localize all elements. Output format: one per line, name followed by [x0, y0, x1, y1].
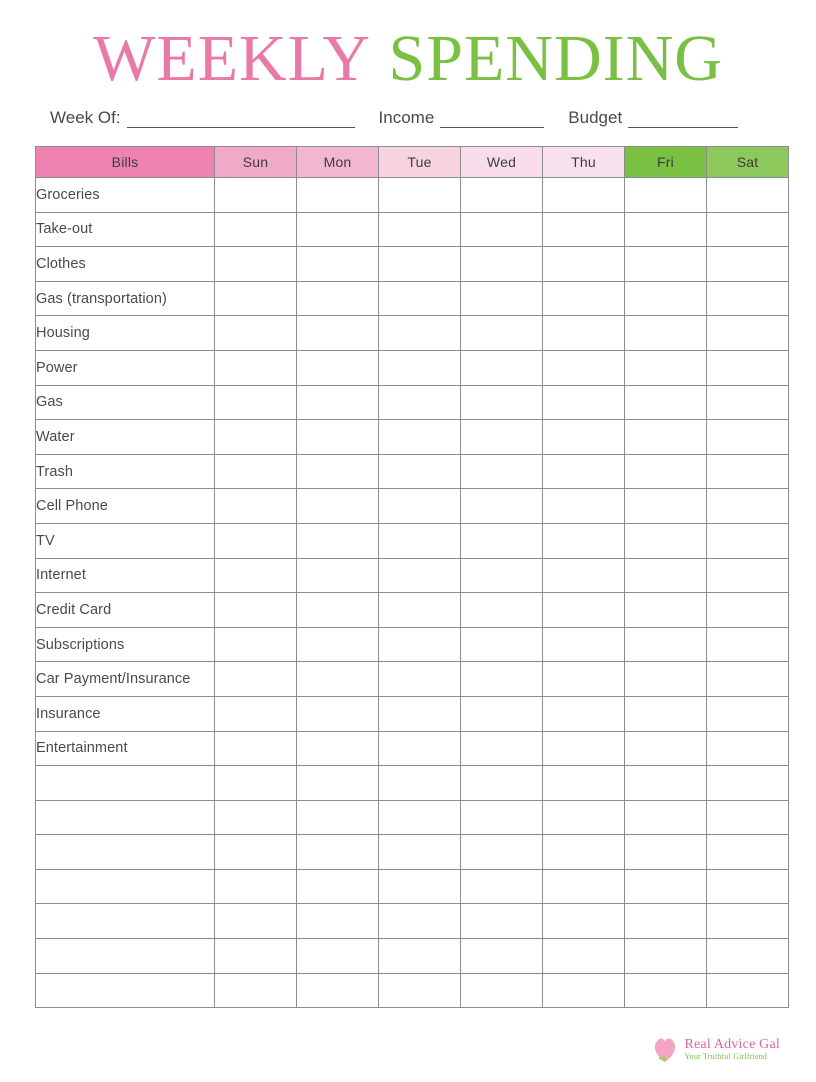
- amount-cell-sat[interactable]: [707, 350, 789, 385]
- amount-cell-sun[interactable]: [215, 766, 297, 801]
- amount-cell-wed[interactable]: [461, 696, 543, 731]
- amount-cell-tue[interactable]: [379, 973, 461, 1008]
- row-label-cell[interactable]: Credit Card: [36, 593, 215, 628]
- amount-cell-mon[interactable]: [297, 593, 379, 628]
- amount-cell-sat[interactable]: [707, 178, 789, 213]
- amount-cell-mon[interactable]: [297, 523, 379, 558]
- amount-cell-mon[interactable]: [297, 835, 379, 870]
- row-label-cell[interactable]: Subscriptions: [36, 627, 215, 662]
- amount-cell-sun[interactable]: [215, 835, 297, 870]
- amount-cell-wed[interactable]: [461, 904, 543, 939]
- amount-cell-sat[interactable]: [707, 766, 789, 801]
- amount-cell-sun[interactable]: [215, 281, 297, 316]
- amount-cell-fri[interactable]: [625, 212, 707, 247]
- row-label-cell[interactable]: Take-out: [36, 212, 215, 247]
- table-row: [36, 766, 789, 801]
- amount-cell-tue[interactable]: [379, 662, 461, 697]
- table-row: [36, 558, 789, 593]
- row-label-cell[interactable]: [36, 904, 215, 939]
- table-row: [36, 662, 789, 697]
- table-row: [36, 835, 789, 870]
- table-row: [36, 904, 789, 939]
- amount-cell-mon[interactable]: [297, 627, 379, 662]
- amount-cell-sat[interactable]: [707, 731, 789, 766]
- amount-cell-mon[interactable]: [297, 800, 379, 835]
- amount-cell-fri[interactable]: [625, 420, 707, 455]
- amount-cell-mon[interactable]: [297, 316, 379, 351]
- row-label-cell[interactable]: Clothes: [36, 247, 215, 282]
- amount-cell-wed[interactable]: [461, 973, 543, 1008]
- amount-cell-wed[interactable]: [461, 316, 543, 351]
- amount-cell-thu[interactable]: [543, 593, 625, 628]
- amount-cell-fri[interactable]: [625, 904, 707, 939]
- amount-cell-sun[interactable]: [215, 420, 297, 455]
- amount-cell-sun[interactable]: [215, 212, 297, 247]
- row-label-cell[interactable]: [36, 800, 215, 835]
- page-title: [32, 22, 784, 95]
- amount-cell-mon[interactable]: [297, 454, 379, 489]
- amount-cell-sun[interactable]: [215, 523, 297, 558]
- table-row: [36, 869, 789, 904]
- amount-cell-fri[interactable]: [625, 489, 707, 524]
- amount-cell-fri[interactable]: [625, 766, 707, 801]
- amount-cell-mon[interactable]: [297, 869, 379, 904]
- amount-cell-mon[interactable]: [297, 350, 379, 385]
- amount-cell-mon[interactable]: [297, 696, 379, 731]
- amount-cell-sat[interactable]: [707, 489, 789, 524]
- amount-cell-sat[interactable]: [707, 662, 789, 697]
- amount-cell-thu[interactable]: [543, 800, 625, 835]
- amount-cell-thu[interactable]: [543, 696, 625, 731]
- brand-footer: [652, 1036, 780, 1064]
- amount-cell-tue[interactable]: [379, 385, 461, 420]
- amount-cell-thu[interactable]: [543, 731, 625, 766]
- amount-cell-sat[interactable]: [707, 316, 789, 351]
- row-label-cell[interactable]: Entertainment: [36, 731, 215, 766]
- week-of-input[interactable]: [127, 113, 355, 128]
- amount-cell-tue[interactable]: [379, 281, 461, 316]
- amount-cell-fri[interactable]: [625, 350, 707, 385]
- row-label-cell[interactable]: Power: [36, 350, 215, 385]
- amount-cell-wed[interactable]: [461, 454, 543, 489]
- amount-cell-fri[interactable]: [625, 247, 707, 282]
- title-word-weekly: WEEKLY: [93, 22, 372, 95]
- amount-cell-thu[interactable]: [543, 454, 625, 489]
- amount-cell-mon[interactable]: [297, 247, 379, 282]
- amount-cell-thu[interactable]: [543, 662, 625, 697]
- amount-cell-tue[interactable]: [379, 489, 461, 524]
- amount-cell-tue[interactable]: [379, 350, 461, 385]
- amount-cell-tue[interactable]: [379, 869, 461, 904]
- amount-cell-thu[interactable]: [543, 558, 625, 593]
- amount-cell-sun[interactable]: [215, 731, 297, 766]
- table-row: [36, 420, 789, 455]
- amount-cell-sat[interactable]: [707, 904, 789, 939]
- row-label-cell[interactable]: TV: [36, 523, 215, 558]
- row-label-cell[interactable]: Water: [36, 420, 215, 455]
- amount-cell-fri[interactable]: [625, 973, 707, 1008]
- amount-cell-mon[interactable]: [297, 558, 379, 593]
- amount-cell-tue[interactable]: [379, 247, 461, 282]
- row-label-cell[interactable]: Housing: [36, 316, 215, 351]
- amount-cell-sat[interactable]: [707, 385, 789, 420]
- amount-cell-tue[interactable]: [379, 904, 461, 939]
- meta-row: [32, 108, 784, 128]
- row-label-cell[interactable]: Internet: [36, 558, 215, 593]
- amount-cell-fri[interactable]: [625, 731, 707, 766]
- amount-cell-mon[interactable]: [297, 212, 379, 247]
- header-fri: Fri: [625, 147, 707, 178]
- amount-cell-sat[interactable]: [707, 454, 789, 489]
- amount-cell-sun[interactable]: [215, 247, 297, 282]
- amount-cell-thu[interactable]: [543, 939, 625, 974]
- amount-cell-fri[interactable]: [625, 558, 707, 593]
- header-sun: Sun: [215, 147, 297, 178]
- amount-cell-tue[interactable]: [379, 766, 461, 801]
- amount-cell-thu[interactable]: [543, 489, 625, 524]
- income-input[interactable]: [440, 113, 544, 128]
- amount-cell-sun[interactable]: [215, 696, 297, 731]
- amount-cell-mon[interactable]: [297, 904, 379, 939]
- amount-cell-wed[interactable]: [461, 627, 543, 662]
- row-label-cell[interactable]: Gas: [36, 385, 215, 420]
- amount-cell-wed[interactable]: [461, 558, 543, 593]
- amount-cell-thu[interactable]: [543, 212, 625, 247]
- amount-cell-sun[interactable]: [215, 316, 297, 351]
- table-row: [36, 281, 789, 316]
- header-thu: Thu: [543, 147, 625, 178]
- amount-cell-fri[interactable]: [625, 178, 707, 213]
- amount-cell-tue[interactable]: [379, 939, 461, 974]
- title-word-spending: SPENDING: [388, 22, 723, 95]
- amount-cell-fri[interactable]: [625, 523, 707, 558]
- amount-cell-wed[interactable]: [461, 939, 543, 974]
- table-row: [36, 454, 789, 489]
- spending-table: [35, 146, 789, 1008]
- row-label-cell[interactable]: [36, 973, 215, 1008]
- budget-label: Budget: [568, 108, 623, 127]
- amount-cell-sun[interactable]: [215, 593, 297, 628]
- amount-cell-thu[interactable]: [543, 627, 625, 662]
- amount-cell-fri[interactable]: [625, 800, 707, 835]
- amount-cell-sun[interactable]: [215, 904, 297, 939]
- header-wed: Wed: [461, 147, 543, 178]
- amount-cell-fri[interactable]: [625, 662, 707, 697]
- table-row: [36, 627, 789, 662]
- amount-cell-tue[interactable]: [379, 696, 461, 731]
- amount-cell-wed[interactable]: [461, 835, 543, 870]
- amount-cell-thu[interactable]: [543, 420, 625, 455]
- amount-cell-tue[interactable]: [379, 558, 461, 593]
- amount-cell-sun[interactable]: [215, 939, 297, 974]
- amount-cell-mon[interactable]: [297, 766, 379, 801]
- amount-cell-tue[interactable]: [379, 420, 461, 455]
- amount-cell-sun[interactable]: [215, 869, 297, 904]
- amount-cell-mon[interactable]: [297, 973, 379, 1008]
- amount-cell-fri[interactable]: [625, 627, 707, 662]
- amount-cell-thu[interactable]: [543, 869, 625, 904]
- amount-cell-wed[interactable]: [461, 385, 543, 420]
- amount-cell-sat[interactable]: [707, 696, 789, 731]
- amount-cell-sun[interactable]: [215, 558, 297, 593]
- table-row: [36, 350, 789, 385]
- amount-cell-sun[interactable]: [215, 662, 297, 697]
- week-of-label: Week Of:: [50, 108, 121, 127]
- amount-cell-mon[interactable]: [297, 662, 379, 697]
- amount-cell-sat[interactable]: [707, 835, 789, 870]
- amount-cell-tue[interactable]: [379, 178, 461, 213]
- table-row: [36, 385, 789, 420]
- amount-cell-wed[interactable]: [461, 247, 543, 282]
- amount-cell-sat[interactable]: [707, 593, 789, 628]
- amount-cell-tue[interactable]: [379, 212, 461, 247]
- amount-cell-fri[interactable]: [625, 696, 707, 731]
- amount-cell-thu[interactable]: [543, 350, 625, 385]
- table-row: [36, 731, 789, 766]
- amount-cell-fri[interactable]: [625, 454, 707, 489]
- table-row: [36, 316, 789, 351]
- header-tue: Tue: [379, 147, 461, 178]
- amount-cell-sun[interactable]: [215, 800, 297, 835]
- row-label-cell[interactable]: Gas (transportation): [36, 281, 215, 316]
- amount-cell-fri[interactable]: [625, 835, 707, 870]
- header-mon: Mon: [297, 147, 379, 178]
- amount-cell-wed[interactable]: [461, 212, 543, 247]
- amount-cell-thu[interactable]: [543, 281, 625, 316]
- amount-cell-sat[interactable]: [707, 800, 789, 835]
- amount-cell-wed[interactable]: [461, 350, 543, 385]
- amount-cell-wed[interactable]: [461, 731, 543, 766]
- row-label-cell[interactable]: Cell Phone: [36, 489, 215, 524]
- amount-cell-sat[interactable]: [707, 420, 789, 455]
- heart-logo-icon: [652, 1036, 678, 1064]
- row-label-cell[interactable]: [36, 766, 215, 801]
- amount-cell-fri[interactable]: [625, 593, 707, 628]
- amount-cell-fri[interactable]: [625, 385, 707, 420]
- amount-cell-mon[interactable]: [297, 489, 379, 524]
- amount-cell-thu[interactable]: [543, 904, 625, 939]
- amount-cell-wed[interactable]: [461, 489, 543, 524]
- amount-cell-sat[interactable]: [707, 627, 789, 662]
- amount-cell-tue[interactable]: [379, 593, 461, 628]
- amount-cell-thu[interactable]: [543, 385, 625, 420]
- amount-cell-sat[interactable]: [707, 523, 789, 558]
- amount-cell-tue[interactable]: [379, 454, 461, 489]
- amount-cell-wed[interactable]: [461, 178, 543, 213]
- header-sat: Sat: [707, 147, 789, 178]
- amount-cell-tue[interactable]: [379, 523, 461, 558]
- amount-cell-thu[interactable]: [543, 178, 625, 213]
- amount-cell-sat[interactable]: [707, 281, 789, 316]
- amount-cell-thu[interactable]: [543, 766, 625, 801]
- table-row: [36, 247, 789, 282]
- amount-cell-thu[interactable]: [543, 316, 625, 351]
- table-row: [36, 489, 789, 524]
- amount-cell-tue[interactable]: [379, 731, 461, 766]
- row-label-cell[interactable]: Car Payment/Insurance: [36, 662, 215, 697]
- table-row: [36, 523, 789, 558]
- amount-cell-fri[interactable]: [625, 869, 707, 904]
- table-header-row: [36, 147, 789, 178]
- amount-cell-sat[interactable]: [707, 247, 789, 282]
- amount-cell-tue[interactable]: [379, 835, 461, 870]
- amount-cell-mon[interactable]: [297, 178, 379, 213]
- amount-cell-fri[interactable]: [625, 281, 707, 316]
- amount-cell-wed[interactable]: [461, 869, 543, 904]
- amount-cell-mon[interactable]: [297, 420, 379, 455]
- amount-cell-sat[interactable]: [707, 558, 789, 593]
- amount-cell-thu[interactable]: [543, 973, 625, 1008]
- amount-cell-wed[interactable]: [461, 281, 543, 316]
- amount-cell-sat[interactable]: [707, 212, 789, 247]
- budget-input[interactable]: [628, 113, 738, 128]
- amount-cell-tue[interactable]: [379, 316, 461, 351]
- amount-cell-tue[interactable]: [379, 627, 461, 662]
- row-label-cell[interactable]: Trash: [36, 454, 215, 489]
- amount-cell-mon[interactable]: [297, 385, 379, 420]
- brand-name: Real Advice Gal: [684, 1037, 780, 1053]
- amount-cell-sun[interactable]: [215, 454, 297, 489]
- amount-cell-fri[interactable]: [625, 939, 707, 974]
- amount-cell-wed[interactable]: [461, 662, 543, 697]
- amount-cell-sat[interactable]: [707, 973, 789, 1008]
- amount-cell-sun[interactable]: [215, 489, 297, 524]
- amount-cell-wed[interactable]: [461, 800, 543, 835]
- amount-cell-sun[interactable]: [215, 178, 297, 213]
- amount-cell-wed[interactable]: [461, 766, 543, 801]
- amount-cell-sun[interactable]: [215, 627, 297, 662]
- row-label-cell[interactable]: Insurance: [36, 696, 215, 731]
- table-row: [36, 800, 789, 835]
- row-label-cell[interactable]: [36, 939, 215, 974]
- brand-text: [684, 1038, 780, 1061]
- amount-cell-sat[interactable]: [707, 939, 789, 974]
- table-row: [36, 178, 789, 213]
- row-label-cell[interactable]: [36, 835, 215, 870]
- amount-cell-wed[interactable]: [461, 593, 543, 628]
- table-row: [36, 973, 789, 1008]
- row-label-cell[interactable]: [36, 869, 215, 904]
- amount-cell-sun[interactable]: [215, 973, 297, 1008]
- brand-tagline: Your Truthful Girlfriend: [684, 1052, 768, 1062]
- table-row: [36, 593, 789, 628]
- table-row: [36, 212, 789, 247]
- table-row: [36, 939, 789, 974]
- amount-cell-tue[interactable]: [379, 800, 461, 835]
- amount-cell-thu[interactable]: [543, 835, 625, 870]
- table-row: [36, 696, 789, 731]
- amount-cell-sun[interactable]: [215, 385, 297, 420]
- amount-cell-wed[interactable]: [461, 420, 543, 455]
- amount-cell-mon[interactable]: [297, 281, 379, 316]
- amount-cell-mon[interactable]: [297, 731, 379, 766]
- amount-cell-wed[interactable]: [461, 523, 543, 558]
- amount-cell-fri[interactable]: [625, 316, 707, 351]
- amount-cell-thu[interactable]: [543, 247, 625, 282]
- income-label: Income: [378, 108, 435, 127]
- amount-cell-sun[interactable]: [215, 350, 297, 385]
- amount-cell-thu[interactable]: [543, 523, 625, 558]
- row-label-cell[interactable]: Groceries: [36, 178, 215, 213]
- worksheet-page: [0, 22, 816, 1082]
- amount-cell-mon[interactable]: [297, 939, 379, 974]
- amount-cell-sat[interactable]: [707, 869, 789, 904]
- header-bills: Bills: [36, 147, 215, 178]
